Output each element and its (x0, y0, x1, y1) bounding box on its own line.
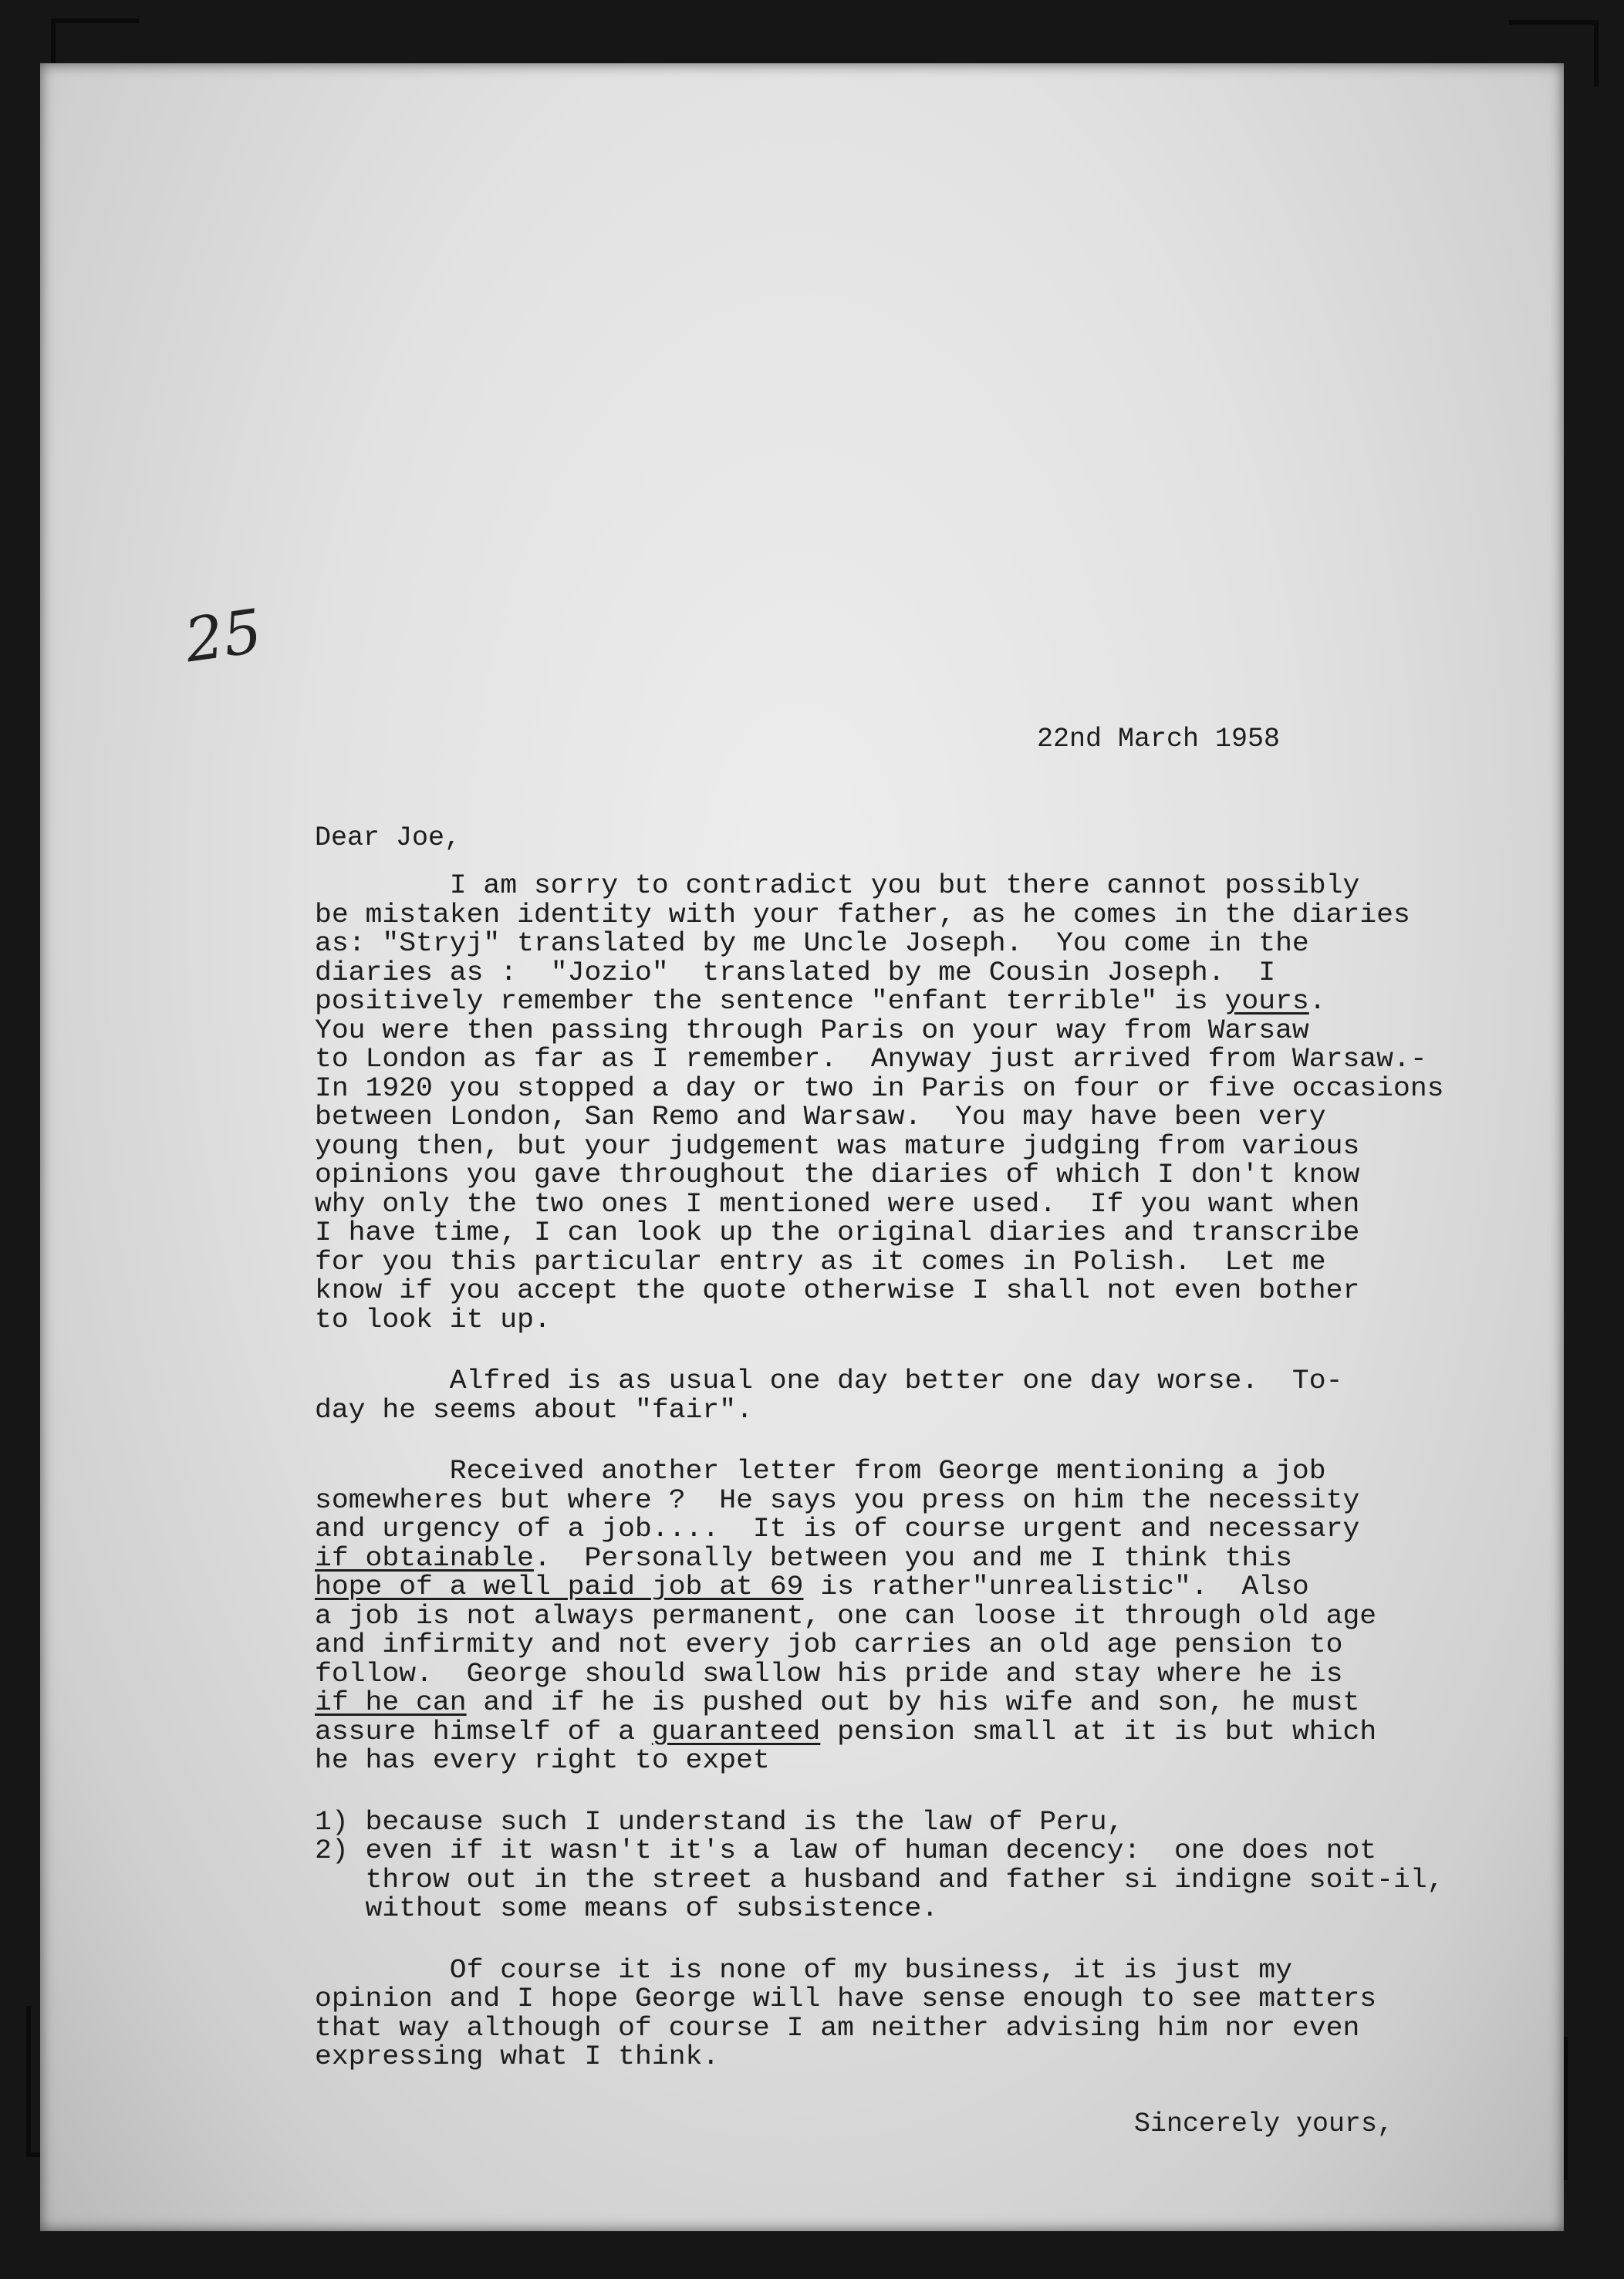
paragraph-gap (315, 1924, 1444, 1957)
underlined-text: if he can (315, 1687, 467, 1718)
typed-line (315, 1631, 1444, 1660)
typed-line (315, 1808, 1444, 1838)
line-text: he has every right to expet (315, 1745, 770, 1776)
typed-line (315, 1103, 1444, 1133)
line-text: 1) because such I understand is the law of Peru, (315, 1806, 1124, 1838)
typed-line (315, 1219, 1444, 1248)
letter-date: 22nd March 1958 (1037, 724, 1281, 755)
line-text: In 1920 you stopped a day or two in Paris on four or five occasions (315, 1072, 1444, 1104)
letter-paragraph (315, 1367, 1444, 1425)
typed-line (315, 1248, 1444, 1278)
line-text: know if you accept the quote otherwise I shall not even bother (315, 1275, 1360, 1306)
line-text: I am sorry to contradict you but there cannot possibly (315, 870, 1360, 901)
typed-line (315, 1689, 1444, 1718)
typed-line (315, 1045, 1444, 1075)
typed-line (315, 2043, 1444, 2072)
line-text: and infirmity and not every job carries an old age pension to (315, 1629, 1343, 1660)
line-text: to London as far as I remember. Anyway just arrived from Warsaw.- (315, 1044, 1427, 1075)
letter-paragraph (315, 1457, 1444, 1776)
typed-line (315, 1457, 1444, 1487)
typed-line (315, 1747, 1444, 1776)
letter-paragraph (315, 1954, 1444, 2072)
typed-line (315, 1837, 1444, 1866)
line-text: diaries as : "Jozio" translated by me Cousin Joseph. I (315, 957, 1276, 988)
line-text: You were then passing through Paris on your way from Warsaw (315, 1015, 1309, 1046)
typed-line (315, 930, 1444, 959)
line-text: a job is not always permanent, one can loose it through old age (315, 1600, 1377, 1632)
line-text: young then, but your judgement was mature judging from various (315, 1130, 1360, 1162)
typed-line (315, 1277, 1444, 1306)
line-text: Of course it is none of my business, it is just my (315, 1954, 1292, 1986)
line-text: between London, San Remo and Warsaw. You may have been very (315, 1102, 1326, 1133)
salutation: Dear Joe, (315, 822, 461, 853)
line-text: . Personally between you and me I think this (533, 1542, 1292, 1574)
typed-line (315, 988, 1444, 1017)
line-text: I have time, I can look up the original diaries and transcribe (315, 1217, 1360, 1248)
typed-line (315, 1367, 1444, 1396)
typed-line (315, 1985, 1444, 2014)
typed-line (315, 1017, 1444, 1046)
underlined-text: hope of a well paid job at 69 (315, 1572, 804, 1602)
line-text: to look it up. (315, 1304, 551, 1335)
letter-paragraph (315, 872, 1444, 1335)
closing: Sincerely yours, (1134, 2108, 1394, 2139)
underlined-text: if obtainable (315, 1542, 534, 1574)
handwritten-folio-number: 25 (181, 596, 267, 677)
line-text: follow. George should swallow his pride and stay where he is (315, 1658, 1343, 1690)
line-text: be mistaken identity with your father, as he comes in the diaries (315, 899, 1410, 930)
line-text: that way although of course I am neither advising him nor even (315, 2012, 1360, 2044)
line-text: opinion and I hope George will have sense enough to see matters (315, 1984, 1377, 2014)
typed-line (315, 1306, 1444, 1335)
typed-line (315, 1130, 1444, 1162)
line-text: without some means of subsistence. (315, 1893, 939, 1924)
typed-line (315, 1190, 1444, 1220)
line-text: expressing what I think. (315, 2041, 720, 2072)
typed-line (315, 959, 1444, 988)
typed-line (315, 1718, 1444, 1747)
typed-line (315, 1396, 1444, 1426)
line-text: assure himself of a (315, 1716, 652, 1747)
typed-line (315, 1542, 1444, 1574)
underlined-text: yours (1224, 986, 1309, 1017)
line-text: is rather"unrealistic". Also (803, 1572, 1309, 1602)
typed-line (315, 1484, 1444, 1516)
line-text: for you this particular entry as it comes in Polish. Let me (315, 1246, 1326, 1278)
line-text: Received another letter from George mentioning a job (315, 1456, 1326, 1487)
typed-line (315, 872, 1444, 901)
line-text: and if he is pushed out by his wife and son, he must (466, 1687, 1360, 1718)
line-text: positively remember the sentence "enfant terrible" is (315, 986, 1225, 1017)
letter-body (315, 872, 1444, 2072)
underlined-text: guaranteed (651, 1716, 821, 1747)
letter-paragraph (315, 1808, 1444, 1924)
typed-line (315, 1866, 1444, 1896)
typed-line (315, 1072, 1444, 1104)
line-text: and urgency of a job.... It is of course urgent and necessary (315, 1514, 1360, 1545)
typed-line (315, 1161, 1444, 1190)
line-text: Alfred is as usual one day better one day worse. To- (315, 1366, 1343, 1396)
typed-line (315, 1573, 1444, 1602)
typed-line (315, 1954, 1444, 1986)
paragraph-gap (315, 1425, 1444, 1457)
typed-line (315, 1660, 1444, 1690)
typed-line (315, 1602, 1444, 1632)
line-text: . (1308, 986, 1326, 1017)
paragraph-gap (315, 1776, 1444, 1808)
line-text: day he seems about "fair". (315, 1394, 753, 1426)
line-text: pension small at it is but which (820, 1716, 1377, 1747)
line-text: why only the two ones I mentioned were used. If you want when (315, 1188, 1360, 1220)
typed-line (315, 1895, 1444, 1924)
typed-line (315, 901, 1444, 930)
line-text: throw out in the street a husband and father si indigne soit-il, (315, 1864, 1444, 1896)
typed-line (315, 1515, 1444, 1545)
line-text: as: "Stryj" translated by me Uncle Joseph. You come in the (315, 928, 1309, 959)
line-text: opinions you gave throughout the diaries of which I don't know (315, 1160, 1360, 1190)
paragraph-gap (315, 1335, 1444, 1367)
line-text: somewheres but where ? He says you press on him the necessity (315, 1484, 1360, 1516)
line-text: 2) even if it wasn't it's a law of human decency: one does not (315, 1835, 1377, 1866)
typed-line (315, 2014, 1444, 2044)
